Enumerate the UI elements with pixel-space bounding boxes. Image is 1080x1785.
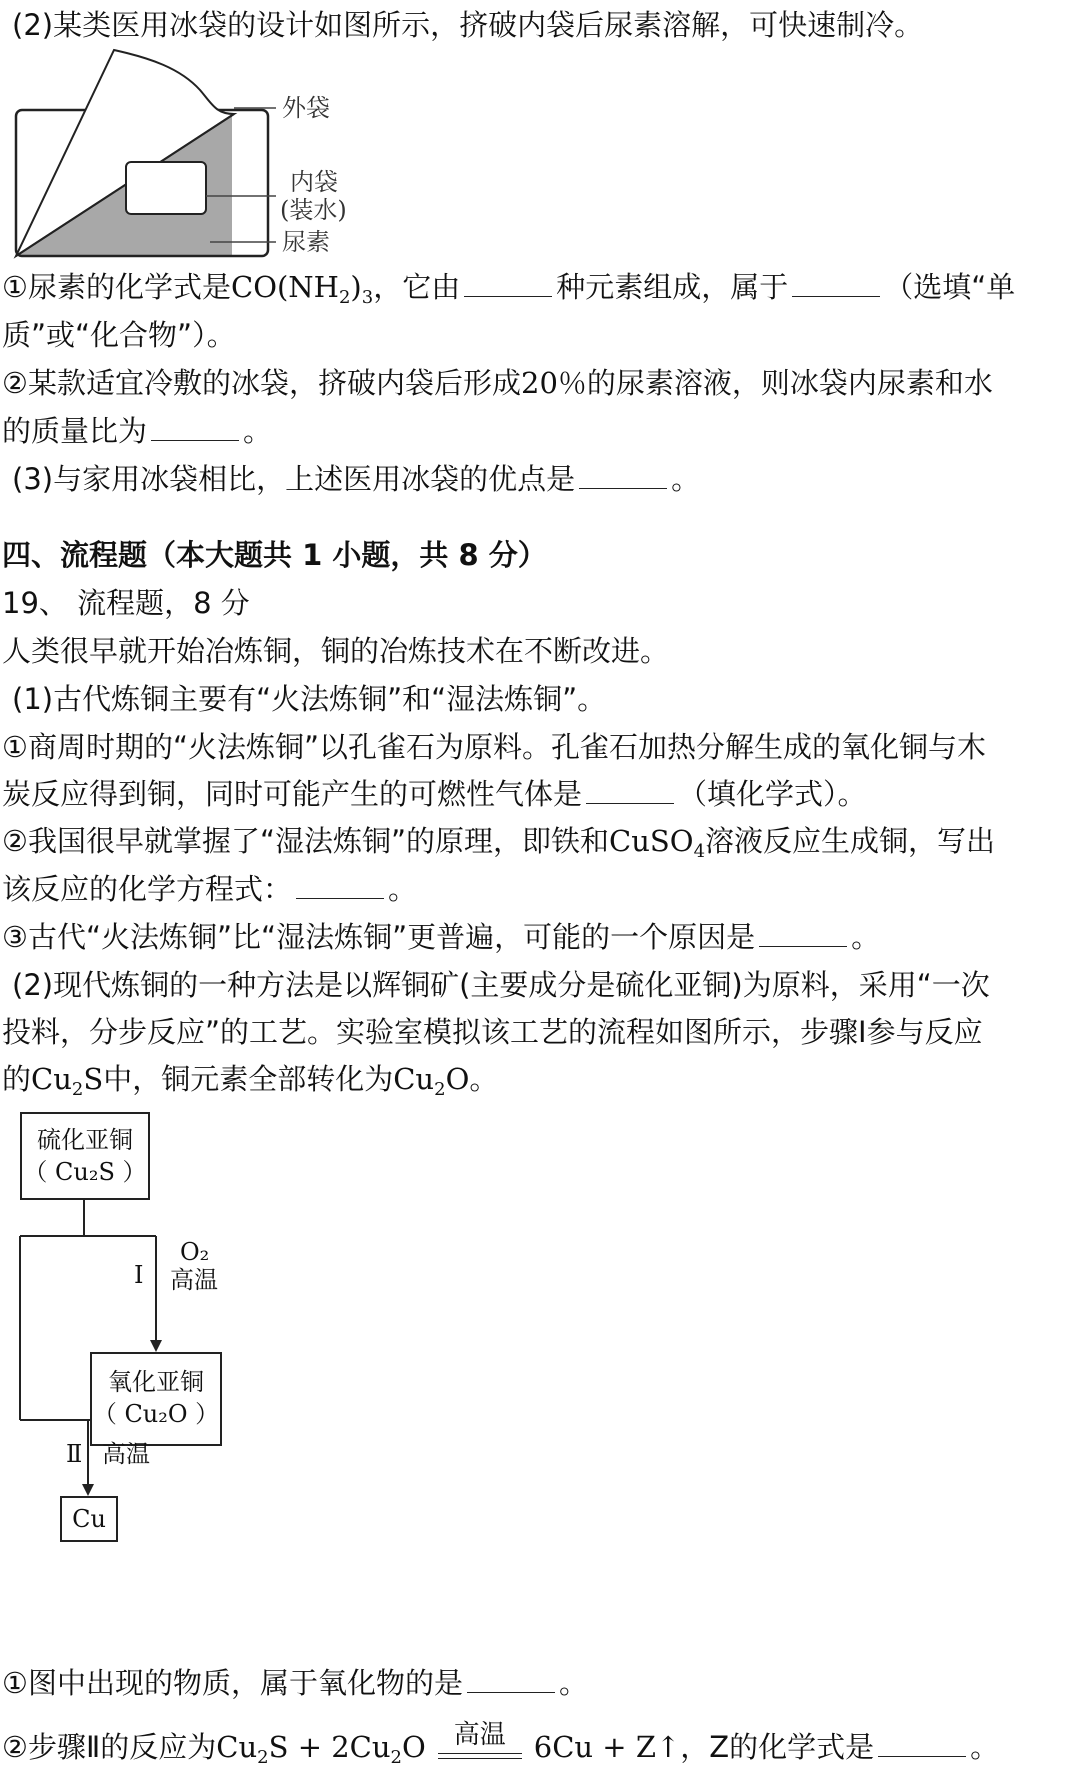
q2-intro: (2)某类医用冰袋的设计如图所示，挤破内袋后尿素溶解，可快速制冷。 [12, 8, 924, 42]
step2-condition: 高温 [102, 1440, 150, 1468]
q19-intro: 人类很早就开始冶炼铜，铜的冶炼技术在不断改进。 [2, 634, 670, 668]
q19-2-line3: 的$Cu_2S$中，铜元素全部转化为$Cu_2O$。 [2, 1062, 499, 1100]
q19-heading: 19、 流程题，8 分 [2, 586, 250, 620]
q3-line: (3)与家用冰袋相比，上述医用冰袋的优点是 。 [12, 462, 701, 496]
box-copper-sulfide: 硫化亚铜 （ Cu₂S ） [20, 1112, 150, 1200]
answer-blank[interactable] [792, 272, 880, 297]
q2-2-line2: 的质量比为 。 [2, 414, 273, 448]
step1-label: Ⅰ [134, 1261, 144, 1289]
q19-1: (1)古代炼铜主要有“火法炼铜”和“湿法炼铜”。 [12, 682, 607, 716]
label-urea: 尿素 [282, 228, 330, 256]
q19-1-2-line2: 该反应的化学方程式： 。 [2, 872, 418, 906]
box-copper: Cu [60, 1496, 118, 1542]
answer-blank[interactable] [579, 464, 667, 489]
q19-1-1-line1: ①商周时期的“火法炼铜”以孔雀石为原料。孔雀石加热分解生成的氧化铜与木 [2, 730, 987, 764]
step1-condition: 高温 [170, 1266, 218, 1294]
section-title: 四、流程题（本大题共 1 小题，共 8 分） [2, 538, 547, 572]
equation-condition: 高温 [434, 1728, 526, 1766]
arrow-step1 [150, 1340, 162, 1352]
answer-blank[interactable] [467, 1668, 555, 1693]
q19-2-line2: 投料，分步反应”的工艺。实验室模拟该工艺的流程如图所示，步骤Ⅰ参与反应 [2, 1015, 983, 1049]
q19-2-1: ①图中出现的物质，属于氧化物的是 。 [2, 1666, 589, 1700]
inner-bag [126, 162, 206, 214]
answer-blank[interactable] [296, 874, 384, 899]
q19-1-1-line2: 炭反应得到铜，同时可能产生的可燃性气体是 （填化学式）。 [2, 777, 867, 811]
q2-1-line1: ①尿素的化学式是$CO(NH_2)_3$，它由 种元素组成，属于 （选填“单 [2, 270, 1016, 308]
box-copper-oxide: 氧化亚铜 （ Cu₂O ） [90, 1352, 222, 1446]
icebag-diagram [10, 44, 280, 266]
q19-2-line1: (2)现代炼铜的一种方法是以辉铜矿(主要成分是硫化亚铜)为原料，采用“一次 [12, 968, 990, 1002]
answer-blank[interactable] [878, 1732, 966, 1757]
answer-blank[interactable] [759, 922, 847, 947]
label-outer-bag: 外袋 [282, 94, 330, 122]
step2-label: Ⅱ [66, 1440, 83, 1468]
q19-2-2: ②步骤Ⅱ的反应为$Cu_2S + 2Cu_2O$ 高温 6Cu + Z↑，Z的化学式是 。 [2, 1720, 1000, 1768]
arrow-step2 [82, 1484, 94, 1496]
answer-blank[interactable] [151, 416, 239, 441]
q19-1-3: ③古代“火法炼铜”比“湿法炼铜”更普遍，可能的一个原因是 。 [2, 920, 881, 954]
q19-1-2-line1: ②我国很早就掌握了“湿法炼铜”的原理，即铁和CuSO$_4$溶液反应生成铜，写出 [2, 824, 996, 862]
q2-2-line1: ②某款适宜冷敷的冰袋，挤破内袋后形成20％的尿素溶液，则冰袋内尿素和水 [2, 366, 993, 400]
label-inner-bag-water: (装水) [280, 196, 347, 224]
q2-1-line2: 质”或“化合物”）。 [2, 318, 236, 352]
answer-blank[interactable] [586, 779, 674, 804]
label-inner-bag: 内袋 [290, 168, 338, 196]
step1-reagent: O₂ [180, 1238, 210, 1266]
answer-blank[interactable] [464, 272, 552, 297]
